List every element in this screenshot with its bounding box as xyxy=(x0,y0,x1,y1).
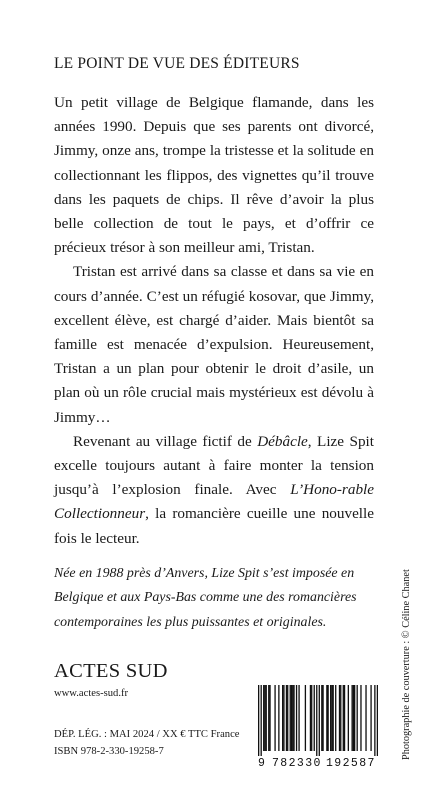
barcode-bar xyxy=(291,685,292,751)
barcode-bar xyxy=(333,685,334,751)
barcode-bar xyxy=(330,685,331,751)
barcode-bar xyxy=(354,685,355,751)
barcode-guard-bar xyxy=(258,685,259,756)
barcode-bar xyxy=(269,685,270,751)
barcode-bar xyxy=(263,685,264,751)
paragraph-3-text-a: Revenant au village fictif de xyxy=(73,432,258,450)
barcode-guard-bar xyxy=(374,685,375,756)
barcode-bars xyxy=(258,685,378,756)
barcode-bar xyxy=(340,685,341,751)
barcode-guard-bar xyxy=(261,685,262,756)
publisher-website: www.actes-sud.fr xyxy=(54,688,129,699)
barcode-bar xyxy=(331,685,332,751)
barcode-bar xyxy=(339,685,340,751)
barcode-bar xyxy=(305,685,306,751)
barcode-bar xyxy=(278,685,279,751)
barcode-bar xyxy=(287,685,288,751)
blurb-paragraph-1: Un petit village de Belgique flamande, dans les années 1990. Depuis que ses parents ont divorcé, Jimmy, onze ans, trompe la tristesse et la solitude en collectionnant les flippos, des vignettes qu’il trouve dans les paquets de chips. Il rêve d’avoir la plus belle collection de tout le pays, et d’offrir ce précieux trésor à son meilleur ami, Tristan. xyxy=(54,94,374,257)
barcode-bar xyxy=(283,685,284,751)
barcode-bar xyxy=(293,685,294,751)
barcode-bar xyxy=(274,685,275,751)
barcode-bar xyxy=(335,685,336,751)
barcode-bar xyxy=(266,685,267,751)
barcode-bar xyxy=(290,685,291,751)
barcode-bar xyxy=(264,685,265,751)
barcode-bar xyxy=(343,685,344,751)
publisher-logo: ACTES SUD xyxy=(54,660,168,682)
barcode-bar xyxy=(365,685,366,751)
barcode-group-1: 782330 xyxy=(272,757,322,770)
barcode-lead-digit: 9 xyxy=(258,757,265,770)
cover-photo-credit: Photographie de couverture : © Céline Chanet xyxy=(401,569,412,760)
author-bio-line: contemporaines les plus puissantes et originales. xyxy=(54,614,327,630)
legal-info xyxy=(54,727,239,760)
barcode-bar xyxy=(360,685,361,751)
isbn: ISBN 978-2-330-19258-7 xyxy=(54,745,164,757)
paragraph-3-text-b: , Lize Spit excelle toujours autant à faire monter la tension jusqu’à l’explosion finale. Avec xyxy=(54,432,374,499)
barcode-bar xyxy=(314,685,315,751)
barcode-bar xyxy=(327,685,328,751)
barcode-guard-bar xyxy=(319,685,320,756)
barcode-icon xyxy=(258,685,378,756)
legal-deposit-price: DÉP. LÉG. : MAI 2024 / XX € TTC France xyxy=(54,729,240,740)
barcode-bar xyxy=(310,685,311,751)
barcode-bar xyxy=(351,685,352,751)
barcode-bar xyxy=(311,685,312,751)
blurb-paragraph-3 xyxy=(54,430,374,551)
barcode-bar xyxy=(344,685,345,751)
barcode-bar xyxy=(326,685,327,751)
barcode-bar xyxy=(353,685,354,751)
section-heading: LE POINT DE VUE DES ÉDITEURS xyxy=(54,55,300,72)
barcode-bar xyxy=(370,685,371,751)
barcode-bar xyxy=(322,685,323,751)
barcode-bar xyxy=(357,685,358,751)
publisher-blurb xyxy=(54,91,374,551)
author-bio-line: Belgique et aux Pays-Bas comme une des romancières xyxy=(54,590,357,606)
barcode-bar xyxy=(298,685,299,751)
barcode-bar xyxy=(286,685,287,751)
author-bio-line: Née en 1988 près d’Anvers, Lize Spit s’est imposée en xyxy=(54,566,355,581)
book-title-honorable-collectionneur: L’Hono-rable Collectionneur xyxy=(54,481,374,523)
book-title-debacle: Débâcle xyxy=(257,432,308,450)
author-bio xyxy=(54,562,374,635)
barcode-bar xyxy=(296,685,297,751)
barcode-bar xyxy=(268,685,269,751)
barcode-bar xyxy=(282,685,283,751)
blurb-paragraph-2: Tristan est arrivé dans sa classe et dans sa vie en cours d’année. C’est un réfugié kosovar, que Jimmy, excellent élève, est chargé d’aider. Mais bientôt sa famille est menacée d’expulsion. Heureusement, Tristan a un plan pour obtenir le droit d’asile, un plan où un rôle crucial mais mystérieux est dévolu à Jimmy… xyxy=(54,263,374,426)
barcode-bar xyxy=(292,685,293,751)
barcode-guard-bar xyxy=(377,685,378,756)
paragraph-3-text-c: , la romancière cueille une nouvelle fois le lecteur. xyxy=(54,505,374,547)
barcode-bar xyxy=(348,685,349,751)
barcode-bar xyxy=(321,685,322,751)
barcode-group-2: 192587 xyxy=(326,757,376,770)
barcode-guard-bar xyxy=(316,685,317,756)
